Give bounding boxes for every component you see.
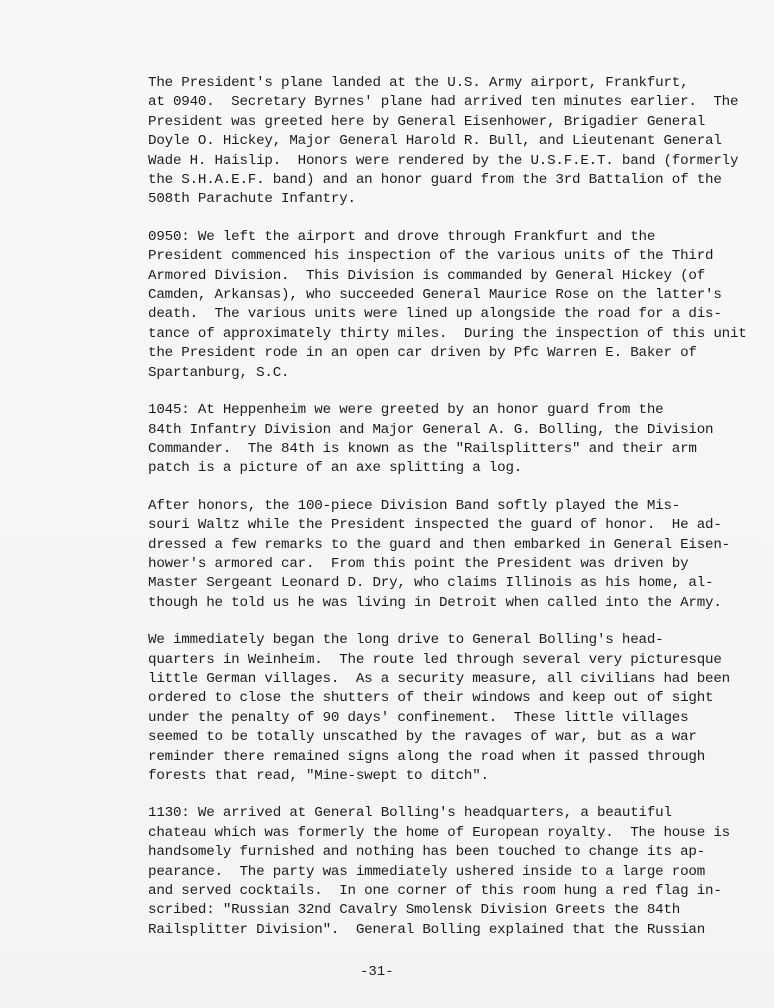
paragraph-2 bbox=[124, 228, 747, 383]
paragraph-5-line-6: seemed to be totally unscathed by the ravages of war, but as a war bbox=[148, 729, 697, 746]
paragraph-5-line-4: ordered to close the shutters of their windows and keep out of sight bbox=[148, 690, 714, 707]
document-body bbox=[124, 74, 747, 958]
paragraph-4-line-3: dressed a few remarks to the guard and then embarked in General Eisen- bbox=[148, 536, 730, 553]
paragraph-6-line-2: chateau which was formerly the home of European royalty. The house is bbox=[148, 824, 730, 841]
paragraph-3-line-1: 1045: At Heppenheim we were greeted by an honor guard from the bbox=[148, 402, 664, 419]
paragraph-1-line-7: 508th Parachute Infantry. bbox=[148, 191, 356, 208]
paragraph-4-line-5: Master Sergeant Leonard D. Dry, who claims Illinois as his home, al- bbox=[148, 575, 714, 592]
page-number: -31- bbox=[360, 964, 394, 980]
paragraph-2-line-1: 0950: We left the airport and drove through Frankfurt and the bbox=[148, 228, 656, 245]
paragraph-3-line-4: patch is a picture of an axe splitting a log. bbox=[148, 460, 523, 477]
paragraph-4-line-4: hower's armored car. From this point the President was driven by bbox=[148, 555, 689, 572]
paragraph-3 bbox=[124, 401, 714, 479]
paragraph-2-line-4: Camden, Arkansas), who succeeded General Maurice Rose on the latter's bbox=[148, 287, 722, 304]
paragraph-6-line-4: pearance. The party was immediately ushered inside to a large room bbox=[148, 863, 706, 880]
paragraph-1-line-2: at 0940. Secretary Byrnes' plane had arrived ten minutes earlier. The bbox=[148, 94, 739, 111]
paragraph-2-line-7: the President rode in an open car driven by Pfc Warren E. Baker of bbox=[148, 345, 697, 362]
paragraph-5-line-3: little German villages. As a security measure, all civilians had been bbox=[148, 670, 730, 687]
paragraph-2-line-5: death. The various units were lined up alongside the road for a dis- bbox=[148, 306, 722, 323]
paragraph-6 bbox=[124, 804, 730, 940]
paragraph-5-line-8: forests that read, "Mine-swept to ditch". bbox=[148, 768, 489, 784]
paragraph-1-line-1: The President's plane landed at the U.S. Army airport, Frankfurt, bbox=[148, 75, 689, 91]
paragraph-5 bbox=[124, 631, 730, 786]
paragraph-1-line-4: Doyle O. Hickey, Major General Harold R. Bull, and Lieutenant General bbox=[148, 133, 722, 150]
paragraph-5-line-7: reminder there remained signs along the road when it passed through bbox=[148, 748, 706, 765]
paragraph-6-line-5: and served cocktails. In one corner of this room hung a red flag in- bbox=[148, 883, 722, 900]
paragraph-6-line-6: scribed: "Russian 32nd Cavalry Smolensk Division Greets the 84th bbox=[148, 902, 681, 919]
paragraph-3-line-2: 84th Infantry Division and Major General A. G. Bolling, the Division bbox=[148, 421, 714, 438]
paragraph-6-line-7: Railsplitter Division". General Bolling explained that the Russian bbox=[148, 921, 706, 938]
paragraph-6-line-3: handsomely furnished and nothing has been touched to change its ap- bbox=[148, 844, 706, 861]
paragraph-1-line-6: the S.H.A.E.F. band) and an honor guard from the 3rd Battalion of the bbox=[148, 172, 722, 189]
paragraph-5-line-5: under the penalty of 90 days' confinement. These little villages bbox=[148, 709, 689, 726]
paragraph-2-line-3: Armored Division. This Division is commanded by General Hickey (of bbox=[148, 267, 706, 284]
paragraph-1-line-3: President was greeted here by General Eisenhower, Brigadier General bbox=[148, 113, 706, 130]
paragraph-4-line-1: After honors, the 100-piece Division Band softly played the Mis- bbox=[148, 497, 681, 514]
paragraph-5-line-2: quarters in Weinheim. The route led through several very picturesque bbox=[148, 651, 722, 668]
paragraph-5-line-1: We immediately began the long drive to General Bolling's head- bbox=[148, 632, 664, 649]
paragraph-3-line-3: Commander. The 84th is known as the "Railsplitters" and their arm bbox=[148, 440, 697, 457]
paragraph-2-line-2: President commenced his inspection of the various units of the Third bbox=[148, 248, 714, 265]
paragraph-4-line-2: souri Waltz while the President inspected the guard of honor. He ad- bbox=[148, 517, 722, 534]
paragraph-4 bbox=[124, 497, 730, 613]
paragraph-6-line-1: 1130: We arrived at General Bolling's headquarters, a beautiful bbox=[148, 805, 672, 822]
paragraph-1 bbox=[124, 74, 739, 210]
paragraph-1-line-5: Wade H. Haislip. Honors were rendered by the U.S.F.E.T. band (formerly bbox=[148, 152, 739, 169]
paragraph-2-line-8: Spartanburg, S.C. bbox=[148, 364, 290, 381]
paragraph-2-line-6: tance of approximately thirty miles. During the inspection of this unit bbox=[148, 325, 747, 342]
paragraph-4-line-6: though he told us he was living in Detroit when called into the Army. bbox=[148, 594, 722, 611]
